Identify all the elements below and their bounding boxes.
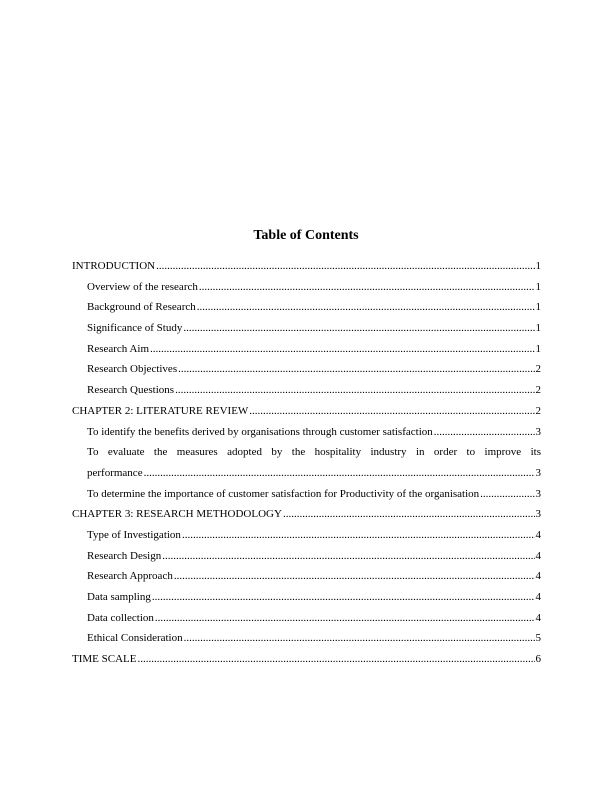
toc-entry-label-line1 [87, 442, 541, 463]
toc-entry-label: Significance of Study [87, 322, 183, 335]
toc-entry-label: Data sampling [87, 591, 151, 603]
toc-entry-word: by [271, 446, 283, 459]
toc-entry-word: adopted [227, 446, 262, 459]
toc-entry-data-collection[interactable] [72, 608, 541, 629]
toc-page-number: 3 [535, 466, 541, 479]
toc-leader [434, 422, 535, 443]
toc-page-number: 4 [535, 611, 541, 624]
toc-leader [249, 401, 534, 422]
toc-entry-label: To identify the benefits derived by organisations through customer satisfaction [87, 425, 433, 438]
toc-entry-research-approach[interactable] [72, 566, 541, 587]
toc-leader [184, 628, 535, 649]
toc-entry-background[interactable] [72, 297, 541, 318]
toc-leader [144, 463, 535, 484]
toc-entry-label: TIME SCALE [72, 653, 137, 666]
toc-entry-word: improve [484, 446, 522, 459]
toc-leader [480, 484, 534, 505]
toc-entry-label: Data collection [87, 611, 154, 624]
toc-page-number: 4 [535, 549, 541, 562]
toc-entry-chapter-2[interactable] [72, 401, 541, 422]
toc-entry-introduction[interactable] [72, 256, 541, 277]
toc-entry-label: Research Design [87, 549, 162, 562]
toc-page-number: 3 [535, 487, 541, 500]
toc-entry-word: to [466, 446, 476, 459]
toc-page-number: 3 [535, 508, 541, 521]
toc-leader [162, 546, 534, 567]
toc-entry-data-sampling[interactable] [72, 587, 541, 608]
toc-entry-word: hospitality [314, 446, 362, 459]
toc-list [72, 256, 541, 670]
toc-leader [197, 297, 535, 318]
toc-leader [150, 339, 534, 360]
toc-leader [183, 318, 534, 339]
toc-title: Table of Contents [253, 228, 359, 243]
toc-entry-label: Ethical Consideration [87, 632, 183, 645]
toc-entry-word: order [433, 446, 458, 459]
toc-entry-label: performance [87, 466, 143, 479]
toc-entry-word: To [87, 446, 99, 459]
toc-entry-measures[interactable] [72, 442, 541, 483]
toc-entry-label: Research Aim [87, 342, 150, 355]
toc-entry-research-design[interactable] [72, 546, 541, 567]
toc-entry-label: Research Approach [87, 570, 173, 583]
toc-entry-word: its [530, 446, 541, 459]
toc-page-number: 1 [535, 280, 541, 293]
toc-leader [199, 277, 535, 298]
toc-entry-research-objectives[interactable] [72, 359, 541, 380]
toc-leader [137, 649, 534, 670]
toc-leader [155, 608, 535, 629]
toc-entry-significance[interactable] [72, 318, 541, 339]
toc-page-number: 3 [535, 425, 541, 438]
toc-entry-chapter-3[interactable] [72, 504, 541, 525]
toc-entry-label: Background of Research [87, 301, 196, 314]
toc-leader [283, 504, 535, 525]
toc-page-number: 6 [535, 653, 541, 666]
toc-entry-benefits[interactable] [72, 422, 541, 443]
toc-entry-line2 [87, 463, 541, 484]
toc-entry-research-questions[interactable] [72, 380, 541, 401]
toc-entry-word: industry [370, 446, 407, 459]
toc-entry-label: Type of Investigation [87, 528, 181, 541]
toc-leader [182, 525, 535, 546]
toc-page-number: 1 [535, 260, 541, 272]
toc-entry-label: CHAPTER 2: LITERATURE REVIEW [72, 404, 249, 417]
toc-entry-word: the [153, 446, 168, 459]
toc-entry-time-scale[interactable] [72, 649, 541, 670]
toc-entry-type-of-investigation[interactable] [72, 525, 541, 546]
toc-leader [156, 256, 534, 277]
toc-page-number: 5 [535, 632, 541, 645]
toc-page-number: 4 [535, 570, 541, 583]
toc-entry-word: evaluate [107, 446, 145, 459]
toc-entry-importance[interactable] [72, 484, 541, 505]
toc-leader [152, 587, 535, 608]
toc-page-number: 2 [535, 404, 541, 417]
toc-page-number: 1 [535, 342, 541, 355]
toc-entry-word: the [291, 446, 306, 459]
toc-page-number: 4 [535, 591, 541, 603]
toc-page-number: 1 [535, 322, 541, 335]
toc-entry-label: Research Objectives [87, 363, 178, 376]
toc-entry-word: in [415, 446, 425, 459]
toc-leader [178, 359, 534, 380]
toc-entry-ethical-consideration[interactable] [72, 628, 541, 649]
toc-entry-overview[interactable] [72, 277, 541, 298]
toc-page-number: 4 [535, 528, 541, 541]
toc-leader [174, 566, 535, 587]
toc-leader [175, 380, 534, 401]
toc-entry-label: CHAPTER 3: RESEARCH METHODOLOGY [72, 508, 282, 521]
toc-entry-label: Overview of the research [87, 280, 198, 293]
toc-entry-label: To determine the importance of customer satisfaction for Productivity of the organisation [87, 487, 480, 500]
toc-entry-research-aim[interactable] [72, 339, 541, 360]
toc-entry-label: Research Questions [87, 384, 175, 397]
toc-page-number: 1 [535, 301, 541, 314]
toc-entry-word: measures [176, 446, 218, 459]
toc-entry-label: INTRODUCTION [72, 260, 156, 272]
toc-page-number: 2 [535, 363, 541, 376]
toc-page-number: 2 [535, 384, 541, 397]
